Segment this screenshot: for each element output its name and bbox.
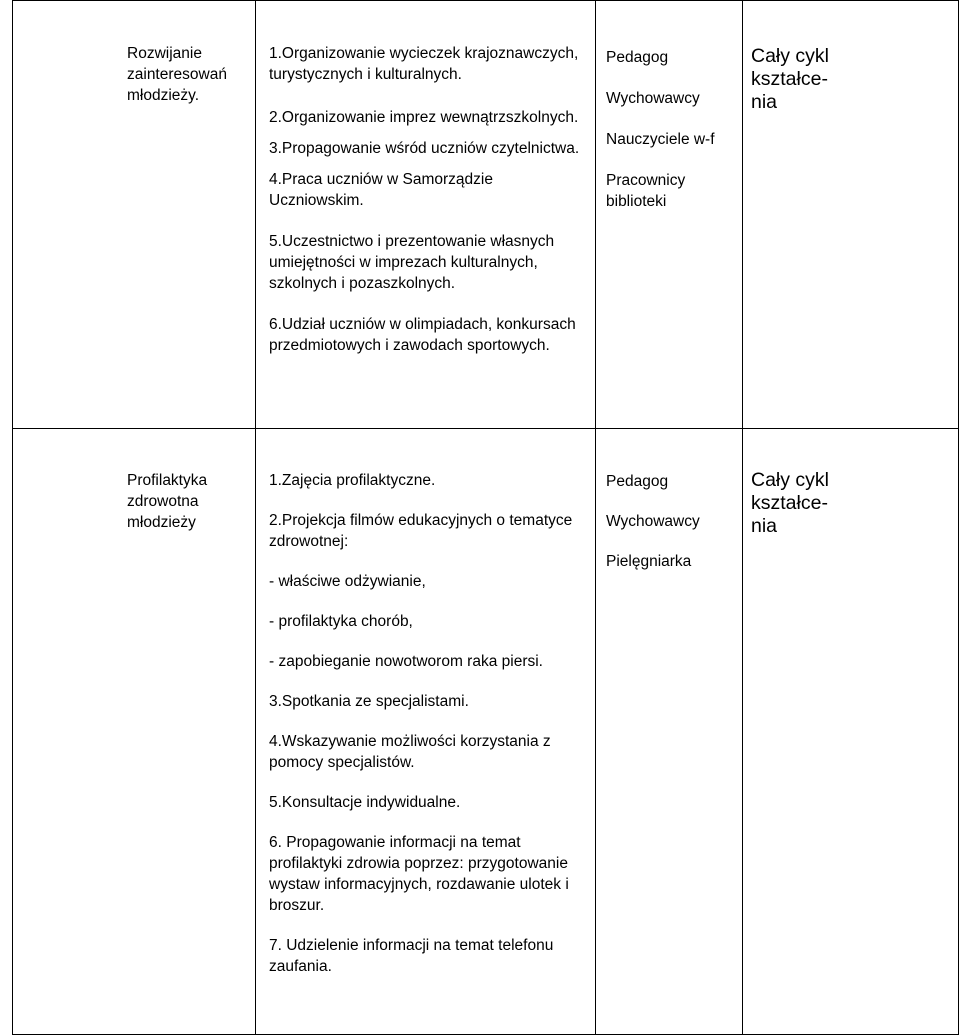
term-line: Cały cykl xyxy=(751,469,830,491)
tasks-cell xyxy=(256,429,596,1035)
area-text: Profilaktyka zdrowotna młodzieży xyxy=(127,472,208,531)
task-item: 2.Organizowanie imprez wewnątrzszkolnych. xyxy=(269,109,579,126)
task-item: 2.Projekcja filmów edukacyjnych o tematyce zdrowotnej: xyxy=(269,512,573,550)
tasks-list xyxy=(256,1,595,356)
responsible-cell xyxy=(596,429,743,1035)
task-item: 5.Uczestnictwo i prezentowanie własnych umiejętności w imprezach kulturalnych, szkolnych i pozaszkolnych. xyxy=(269,233,555,292)
tasks-list xyxy=(256,429,595,977)
table-row xyxy=(13,1,959,429)
responsible-item: Nauczyciele w-f xyxy=(606,131,715,148)
task-item: 6. Propagowanie informacji na temat profilaktyki zdrowia poprzez: przygotowanie wystaw informacyjnych, rozdawanie ulotek i broszur. xyxy=(269,834,569,914)
area-cell xyxy=(13,429,256,1035)
term-cell xyxy=(743,1,959,429)
task-item: - właściwe odżywianie, xyxy=(269,573,426,590)
task-item: - zapobieganie nowotworom raka piersi. xyxy=(269,653,543,670)
task-item: 4.Praca uczniów w Samorządzie Uczniowskim. xyxy=(269,171,493,209)
term-line: kształce- xyxy=(751,68,828,90)
task-item: 5.Konsultacje indywidualne. xyxy=(269,794,461,811)
term-text xyxy=(743,1,958,114)
responsible-list xyxy=(596,1,742,212)
area-cell xyxy=(13,1,256,429)
table-row xyxy=(13,429,959,1035)
responsible-item: Pedagog xyxy=(606,473,669,490)
responsible-item: Pielęgniarka xyxy=(606,553,692,570)
area-text: Rozwijanie zainteresowań młodzieży. xyxy=(127,45,227,104)
tasks-cell xyxy=(256,1,596,429)
task-item: - profilaktyka chorób, xyxy=(269,613,413,630)
task-item: 7. Udzielenie informacji na temat telefonu zaufania. xyxy=(269,937,554,975)
program-table xyxy=(12,0,959,1035)
term-line: nia xyxy=(751,91,778,113)
term-text xyxy=(743,429,958,538)
term-cell xyxy=(743,429,959,1035)
responsible-cell xyxy=(596,1,743,429)
task-item: 3.Propagowanie wśród uczniów czytelnictwa. xyxy=(269,140,580,157)
responsible-list xyxy=(596,429,742,572)
task-item: 3.Spotkania ze specjalistami. xyxy=(269,693,469,710)
term-line: kształce- xyxy=(751,492,828,514)
task-item: 4.Wskazywanie możliwości korzystania z pomocy specjalistów. xyxy=(269,733,551,771)
responsible-item: Wychowawcy xyxy=(606,90,700,107)
term-line: nia xyxy=(751,515,778,537)
responsible-item: Wychowawcy xyxy=(606,513,700,530)
term-line: Cały cykl xyxy=(751,45,830,67)
task-item: 1.Organizowanie wycieczek krajoznawczych, turystycznych i kulturalnych. xyxy=(269,45,579,83)
responsible-item: Pedagog xyxy=(606,49,669,66)
task-item: 1.Zajęcia profilaktyczne. xyxy=(269,472,436,489)
task-item: 6.Udział uczniów w olimpiadach, konkursach przedmiotowych i zawodach sportowych. xyxy=(269,316,576,354)
responsible-item: Pracownicy biblioteki xyxy=(606,172,686,210)
